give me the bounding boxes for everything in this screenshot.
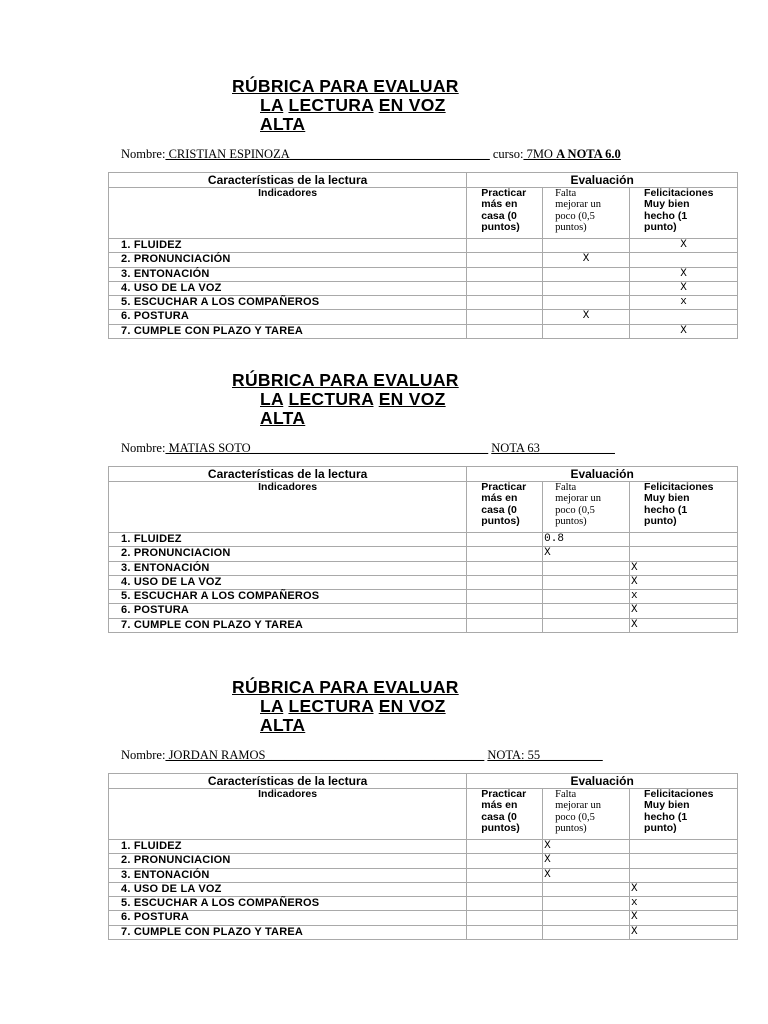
- score-mark: X: [630, 925, 738, 939]
- score-mark: X: [630, 324, 738, 338]
- title-word: LECTURA: [288, 95, 374, 115]
- characteristics-header: Características de la lectura: [109, 774, 467, 789]
- rubric-table: [108, 466, 738, 633]
- evaluation-header: Evaluación: [467, 774, 738, 789]
- column-header-line: Felicitaciones: [644, 187, 714, 199]
- score-mark: [630, 868, 738, 882]
- grade-label: curso:: [492, 147, 524, 161]
- table-row: [109, 267, 738, 281]
- column-header-line: Muy bien: [644, 492, 690, 505]
- score-mark: X: [630, 281, 738, 295]
- indicator-label: 3. ENTONACIÓN: [109, 267, 467, 281]
- column-header-line: mejorar un: [555, 493, 601, 505]
- table-row: [109, 547, 738, 561]
- evaluation-header: Evaluación: [467, 173, 738, 188]
- title-word: EN VOZ: [378, 389, 446, 409]
- score-column-header: [630, 482, 738, 533]
- student-name-line: [121, 748, 603, 763]
- score-column-header: [467, 188, 543, 239]
- table-subheader-row: [109, 482, 738, 533]
- indicator-label: 4. USO DE LA VOZ: [109, 575, 467, 589]
- column-header-line: puntos): [555, 515, 587, 527]
- column-header-line: poco (0,5: [555, 811, 595, 823]
- score-mark: x: [630, 590, 738, 604]
- score-mark: [543, 575, 630, 589]
- score-mark: X: [543, 547, 630, 561]
- score-mark: [543, 239, 630, 253]
- score-mark: [467, 840, 543, 854]
- column-header-line: hecho (1: [644, 503, 688, 516]
- grade-bold: A NOTA 6.0: [556, 147, 621, 161]
- score-mark: [467, 897, 543, 911]
- characteristics-header: Características de la lectura: [109, 467, 467, 482]
- indicator-label: 7. CUMPLE CON PLAZO Y TAREA: [109, 618, 467, 632]
- score-mark: [630, 533, 738, 547]
- score-mark: X: [543, 840, 630, 854]
- name-label: Nombre:: [121, 147, 166, 161]
- column-header-line: poco (0,5: [555, 210, 595, 222]
- table-subheader-row: [109, 789, 738, 840]
- title-line-1: RÚBRICA PARA EVALUAR: [232, 370, 459, 390]
- characteristics-header: Características de la lectura: [109, 173, 467, 188]
- indicator-label: 6. POSTURA: [109, 604, 467, 618]
- indicator-label: 1. FLUIDEZ: [109, 239, 467, 253]
- table-row: [109, 239, 738, 253]
- column-header-line: Felicitaciones: [644, 481, 714, 493]
- title-line-1: RÚBRICA PARA EVALUAR: [232, 76, 459, 96]
- grade-label: NOTA:: [487, 748, 525, 762]
- name-label: Nombre:: [121, 748, 166, 762]
- score-mark: [543, 590, 630, 604]
- rubric-table: [108, 773, 738, 940]
- table-row: [109, 253, 738, 267]
- table-row: [109, 840, 738, 854]
- score-mark: X: [630, 575, 738, 589]
- indicators-header: Indicadores: [109, 789, 467, 840]
- score-mark: [467, 618, 543, 632]
- column-header-line: punto): [644, 514, 677, 527]
- score-mark: [467, 868, 543, 882]
- score-mark: [543, 911, 630, 925]
- title-line-3: [232, 716, 459, 735]
- title-line-1: RÚBRICA PARA EVALUAR: [232, 677, 459, 697]
- column-header-line: puntos): [481, 821, 520, 834]
- score-mark: [630, 547, 738, 561]
- table-row: [109, 604, 738, 618]
- score-column-header: [543, 188, 630, 239]
- title-line-2: [232, 697, 459, 716]
- column-header-line: hecho (1: [644, 209, 688, 222]
- title-line-2: [232, 96, 459, 115]
- column-header-line: mejorar un: [555, 199, 601, 211]
- title-line-3: [232, 115, 459, 134]
- score-mark: X: [543, 253, 630, 267]
- indicator-label: 1. FLUIDEZ: [109, 840, 467, 854]
- score-mark: [543, 561, 630, 575]
- score-mark: [630, 840, 738, 854]
- title-word: EN VOZ: [378, 696, 446, 716]
- score-mark: X: [543, 310, 630, 324]
- column-header-line: Practicar: [481, 788, 527, 800]
- column-header-line: Falta: [555, 482, 577, 493]
- indicator-label: 2. PRONUNCIACIÓN: [109, 253, 467, 267]
- column-header-line: puntos): [481, 514, 520, 527]
- indicator-label: 2. PRONUNCIACION: [109, 854, 467, 868]
- title-word: LECTURA: [288, 389, 374, 409]
- score-mark: X: [630, 911, 738, 925]
- score-mark: X: [630, 882, 738, 896]
- rubric-title: [232, 77, 459, 134]
- indicator-label: 2. PRONUNCIACION: [109, 547, 467, 561]
- score-mark: [543, 604, 630, 618]
- student-name: CRISTIAN ESPINOZA________________________________: [165, 147, 490, 161]
- score-mark: X: [630, 604, 738, 618]
- indicator-label: 5. ESCUCHAR A LOS COMPAÑEROS: [109, 296, 467, 310]
- column-header-line: punto): [644, 821, 677, 834]
- score-mark: [467, 561, 543, 575]
- score-mark: [467, 925, 543, 939]
- indicator-label: 6. POSTURA: [109, 911, 467, 925]
- score-mark: [630, 253, 738, 267]
- rubric-title: [232, 678, 459, 735]
- score-column-header: [630, 188, 738, 239]
- score-mark: [467, 296, 543, 310]
- title-word: LECTURA: [288, 696, 374, 716]
- score-mark: [543, 324, 630, 338]
- column-header-line: mejorar un: [555, 800, 601, 812]
- grade-value: ____________: [539, 441, 615, 455]
- title-word: LA: [260, 389, 284, 409]
- indicator-label: 7. CUMPLE CON PLAZO Y TAREA: [109, 324, 467, 338]
- column-header-line: casa (0: [481, 810, 517, 823]
- table-row: [109, 324, 738, 338]
- table-row: [109, 575, 738, 589]
- table-subheader-row: [109, 188, 738, 239]
- title-word: ALTA: [260, 114, 306, 134]
- score-mark: x: [630, 897, 738, 911]
- score-mark: [543, 296, 630, 310]
- score-mark: [543, 281, 630, 295]
- column-header-line: Falta: [555, 188, 577, 199]
- score-mark: [467, 253, 543, 267]
- score-column-header: [543, 482, 630, 533]
- score-column-header: [467, 789, 543, 840]
- score-mark: [467, 267, 543, 281]
- table-row: [109, 533, 738, 547]
- column-header-line: punto): [644, 220, 677, 233]
- title-line-2: [232, 390, 459, 409]
- column-header-line: puntos): [555, 822, 587, 834]
- column-header-line: poco (0,5: [555, 504, 595, 516]
- name-label: Nombre:: [121, 441, 166, 455]
- score-mark: [467, 590, 543, 604]
- score-mark: [467, 533, 543, 547]
- table-row: [109, 882, 738, 896]
- indicators-header: Indicadores: [109, 482, 467, 533]
- title-word: EN VOZ: [378, 95, 446, 115]
- score-mark: 0.8: [543, 533, 630, 547]
- table-row: [109, 854, 738, 868]
- column-header-line: más en: [481, 799, 518, 812]
- score-mark: X: [630, 267, 738, 281]
- indicators-header: Indicadores: [109, 188, 467, 239]
- title-word: ALTA: [260, 408, 306, 428]
- table-row: [109, 281, 738, 295]
- indicator-label: 4. USO DE LA VOZ: [109, 281, 467, 295]
- score-column-header: [630, 789, 738, 840]
- column-header-line: Practicar: [481, 187, 527, 199]
- score-mark: [467, 575, 543, 589]
- score-mark: [467, 310, 543, 324]
- indicator-label: 5. ESCUCHAR A LOS COMPAÑEROS: [109, 897, 467, 911]
- student-name: MATIAS SOTO______________________________________: [165, 441, 489, 455]
- table-row: [109, 911, 738, 925]
- score-mark: X: [630, 561, 738, 575]
- table-row: [109, 590, 738, 604]
- score-mark: [467, 324, 543, 338]
- student-name: JORDAN RAMOS___________________________________: [165, 748, 485, 762]
- title-line-3: [232, 409, 459, 428]
- table-row: [109, 296, 738, 310]
- score-mark: [467, 854, 543, 868]
- score-mark: X: [543, 868, 630, 882]
- table-row: [109, 925, 738, 939]
- score-mark: X: [630, 239, 738, 253]
- student-name-line: [121, 147, 621, 162]
- title-word: LA: [260, 696, 284, 716]
- student-name-line: [121, 441, 615, 456]
- grade-value: 7MO: [523, 147, 557, 161]
- column-header-line: más en: [481, 492, 518, 505]
- column-header-line: puntos): [481, 220, 520, 233]
- title-word: LA: [260, 95, 284, 115]
- score-mark: [543, 882, 630, 896]
- grade-value: 55__________: [524, 748, 603, 762]
- indicator-label: 6. POSTURA: [109, 310, 467, 324]
- evaluation-header: Evaluación: [467, 467, 738, 482]
- column-header-line: Muy bien: [644, 198, 690, 211]
- score-mark: X: [630, 618, 738, 632]
- table-row: [109, 868, 738, 882]
- grade-label: NOTA 63: [491, 441, 540, 455]
- indicator-label: 1. FLUIDEZ: [109, 533, 467, 547]
- table-row: [109, 310, 738, 324]
- score-mark: [467, 911, 543, 925]
- indicator-label: 7. CUMPLE CON PLAZO Y TAREA: [109, 925, 467, 939]
- column-header-line: puntos): [555, 221, 587, 233]
- score-mark: [467, 547, 543, 561]
- title-word: ALTA: [260, 715, 306, 735]
- score-mark: [467, 239, 543, 253]
- rubric-title: [232, 371, 459, 428]
- score-mark: [467, 281, 543, 295]
- score-mark: [543, 925, 630, 939]
- table-row: [109, 618, 738, 632]
- table-header-row: [109, 774, 738, 789]
- column-header-line: casa (0: [481, 209, 517, 222]
- column-header-line: hecho (1: [644, 810, 688, 823]
- table-row: [109, 561, 738, 575]
- score-mark: X: [543, 854, 630, 868]
- column-header-line: casa (0: [481, 503, 517, 516]
- score-column-header: [467, 482, 543, 533]
- indicator-label: 4. USO DE LA VOZ: [109, 882, 467, 896]
- indicator-label: 3. ENTONACIÓN: [109, 561, 467, 575]
- score-mark: [543, 618, 630, 632]
- column-header-line: Falta: [555, 789, 577, 800]
- column-header-line: más en: [481, 198, 518, 211]
- score-column-header: [543, 789, 630, 840]
- column-header-line: Muy bien: [644, 799, 690, 812]
- column-header-line: Practicar: [481, 481, 527, 493]
- column-header-line: Felicitaciones: [644, 788, 714, 800]
- indicator-label: 3. ENTONACIÓN: [109, 868, 467, 882]
- table-header-row: [109, 467, 738, 482]
- table-header-row: [109, 173, 738, 188]
- table-row: [109, 897, 738, 911]
- score-mark: x: [630, 296, 738, 310]
- indicator-label: 5. ESCUCHAR A LOS COMPAÑEROS: [109, 590, 467, 604]
- rubric-table: [108, 172, 738, 339]
- score-mark: [630, 310, 738, 324]
- score-mark: [630, 854, 738, 868]
- score-mark: [467, 604, 543, 618]
- score-mark: [543, 897, 630, 911]
- score-mark: [467, 882, 543, 896]
- score-mark: [543, 267, 630, 281]
